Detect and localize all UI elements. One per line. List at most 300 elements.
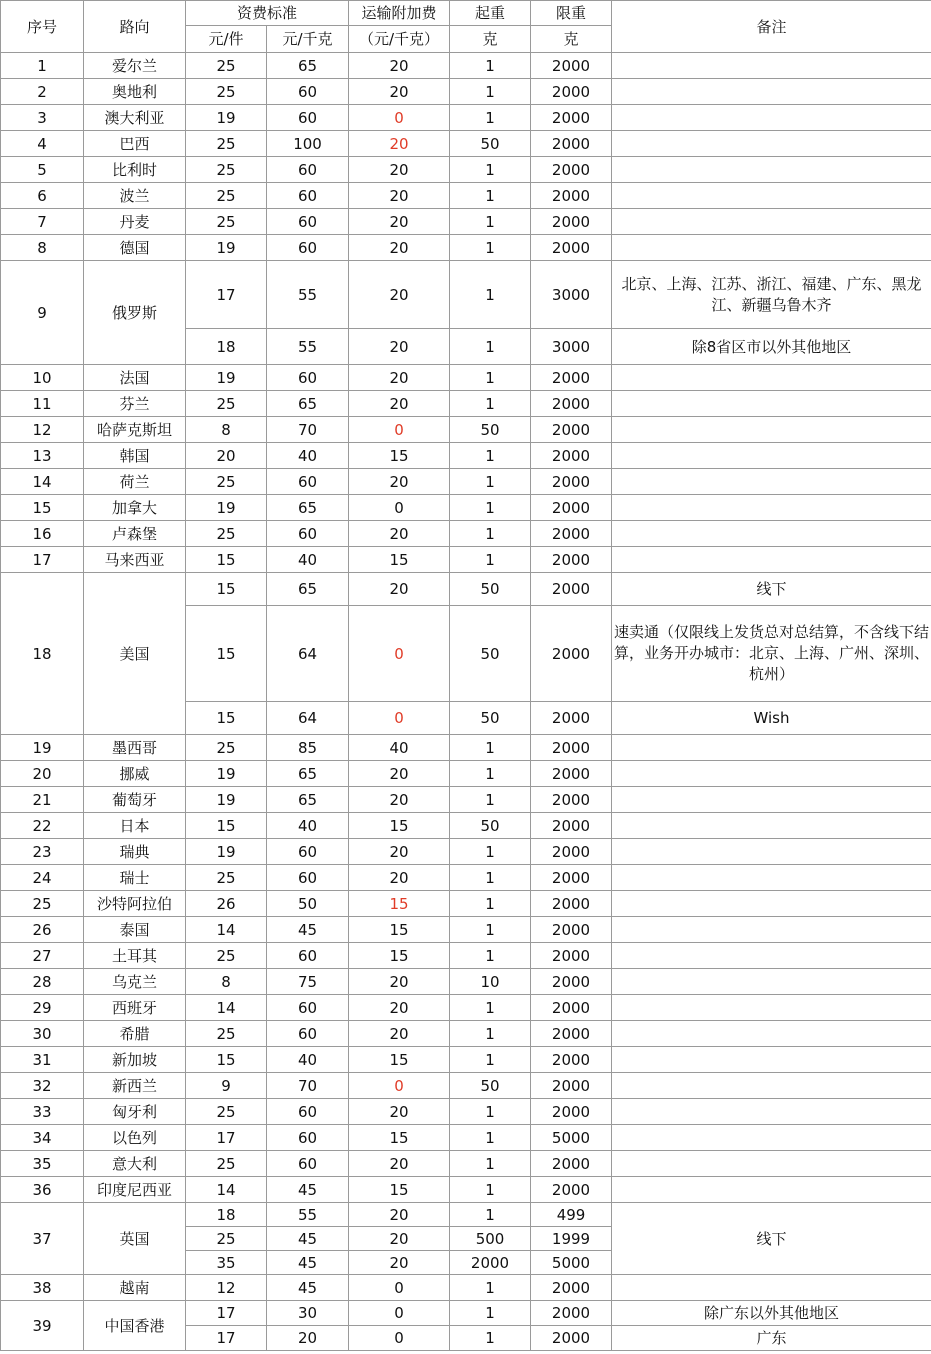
cell-remark — [612, 1125, 931, 1151]
cell-per-item: 25 — [186, 469, 267, 495]
cell-surcharge: 15 — [349, 943, 450, 969]
cell-surcharge: 15 — [349, 547, 450, 573]
cell-seq: 4 — [1, 131, 84, 157]
cell-per-item: 25 — [186, 157, 267, 183]
table-row — [1, 261, 931, 329]
cell-max-weight: 499 — [531, 1203, 612, 1227]
cell-remark — [612, 105, 931, 131]
cell-min-weight: 1 — [450, 1047, 531, 1073]
cell-per-item: 19 — [186, 365, 267, 391]
cell-per-kg: 40 — [267, 547, 349, 573]
cell-route: 俄罗斯 — [84, 261, 186, 365]
cell-min-weight: 50 — [450, 813, 531, 839]
cell-min-weight: 1 — [450, 105, 531, 131]
cell-surcharge: 0 — [349, 702, 450, 735]
header-per-kg: 元/千克 — [267, 26, 349, 53]
cell-per-item: 25 — [186, 1099, 267, 1125]
table-row — [1, 1275, 931, 1301]
cell-min-weight: 50 — [450, 131, 531, 157]
cell-max-weight: 2000 — [531, 573, 612, 606]
cell-per-item: 17 — [186, 261, 267, 329]
cell-remark — [612, 1099, 931, 1125]
cell-remark — [612, 157, 931, 183]
cell-remark — [612, 495, 931, 521]
cell-min-weight: 1 — [450, 261, 531, 329]
cell-remark — [612, 469, 931, 495]
table-row — [1, 417, 931, 443]
cell-per-kg: 60 — [267, 995, 349, 1021]
cell-seq: 10 — [1, 365, 84, 391]
table-row — [1, 53, 931, 79]
cell-seq: 20 — [1, 761, 84, 787]
cell-remark — [612, 917, 931, 943]
cell-max-weight: 2000 — [531, 209, 612, 235]
table-row — [1, 1125, 931, 1151]
cell-per-item: 17 — [186, 1301, 267, 1326]
table-row — [1, 547, 931, 573]
cell-max-weight: 2000 — [531, 183, 612, 209]
table-row — [1, 865, 931, 891]
cell-min-weight: 1 — [450, 235, 531, 261]
cell-seq: 24 — [1, 865, 84, 891]
cell-per-item: 19 — [186, 839, 267, 865]
cell-route: 意大利 — [84, 1151, 186, 1177]
cell-remark — [612, 235, 931, 261]
header-fee-group: 资费标准 — [186, 1, 349, 26]
cell-seq: 34 — [1, 1125, 84, 1151]
cell-max-weight: 2000 — [531, 469, 612, 495]
cell-seq: 7 — [1, 209, 84, 235]
cell-seq: 28 — [1, 969, 84, 995]
cell-per-kg: 60 — [267, 79, 349, 105]
cell-per-kg: 60 — [267, 235, 349, 261]
cell-surcharge: 20 — [349, 521, 450, 547]
cell-per-item: 25 — [186, 865, 267, 891]
header-route: 路向 — [84, 1, 186, 53]
cell-per-kg: 60 — [267, 209, 349, 235]
table-row — [1, 995, 931, 1021]
cell-surcharge: 20 — [349, 1151, 450, 1177]
cell-surcharge: 20 — [349, 53, 450, 79]
cell-per-item: 18 — [186, 1203, 267, 1227]
table-row — [1, 891, 931, 917]
cell-max-weight: 2000 — [531, 1301, 612, 1326]
cell-per-kg: 50 — [267, 891, 349, 917]
cell-surcharge: 15 — [349, 1125, 450, 1151]
cell-seq: 14 — [1, 469, 84, 495]
cell-seq: 6 — [1, 183, 84, 209]
table-row — [1, 1203, 931, 1227]
cell-per-item: 15 — [186, 702, 267, 735]
cell-surcharge: 0 — [349, 495, 450, 521]
cell-per-kg: 45 — [267, 1251, 349, 1275]
table-row — [1, 157, 931, 183]
cell-remark — [612, 131, 931, 157]
cell-min-weight: 1 — [450, 79, 531, 105]
cell-per-item: 19 — [186, 105, 267, 131]
cell-route: 泰国 — [84, 917, 186, 943]
cell-surcharge: 20 — [349, 391, 450, 417]
cell-per-kg: 40 — [267, 443, 349, 469]
table-row — [1, 1021, 931, 1047]
cell-surcharge: 0 — [349, 105, 450, 131]
cell-min-weight: 1 — [450, 521, 531, 547]
cell-remark — [612, 1047, 931, 1073]
cell-surcharge: 20 — [349, 1099, 450, 1125]
cell-max-weight: 2000 — [531, 443, 612, 469]
cell-per-item: 25 — [186, 79, 267, 105]
cell-max-weight: 2000 — [531, 1099, 612, 1125]
cell-per-item: 25 — [186, 1021, 267, 1047]
cell-remark — [612, 443, 931, 469]
cell-seq: 15 — [1, 495, 84, 521]
table-row — [1, 79, 931, 105]
cell-min-weight: 1 — [450, 1151, 531, 1177]
cell-per-item: 18 — [186, 329, 267, 365]
cell-max-weight: 3000 — [531, 261, 612, 329]
cell-seq: 30 — [1, 1021, 84, 1047]
header-surcharge-unit: （元/千克） — [349, 26, 450, 53]
cell-per-item: 15 — [186, 1047, 267, 1073]
cell-surcharge: 20 — [349, 261, 450, 329]
cell-per-item: 25 — [186, 131, 267, 157]
cell-remark — [612, 995, 931, 1021]
cell-surcharge: 20 — [349, 235, 450, 261]
table-row — [1, 813, 931, 839]
table-row — [1, 787, 931, 813]
cell-min-weight: 1 — [450, 329, 531, 365]
cell-max-weight: 2000 — [531, 943, 612, 969]
cell-min-weight: 1 — [450, 469, 531, 495]
cell-surcharge: 20 — [349, 995, 450, 1021]
cell-per-kg: 45 — [267, 1275, 349, 1301]
cell-remark — [612, 1177, 931, 1203]
cell-route: 美国 — [84, 573, 186, 735]
cell-surcharge: 20 — [349, 157, 450, 183]
cell-per-kg: 60 — [267, 183, 349, 209]
cell-surcharge: 15 — [349, 443, 450, 469]
cell-min-weight: 1 — [450, 495, 531, 521]
cell-max-weight: 2000 — [531, 839, 612, 865]
cell-surcharge: 20 — [349, 1021, 450, 1047]
cell-route: 爱尔兰 — [84, 53, 186, 79]
table-row — [1, 365, 931, 391]
cell-surcharge: 15 — [349, 1177, 450, 1203]
cell-min-weight: 1 — [450, 365, 531, 391]
cell-min-weight: 1 — [450, 761, 531, 787]
cell-route: 新加坡 — [84, 1047, 186, 1073]
cell-route: 卢森堡 — [84, 521, 186, 547]
cell-surcharge: 0 — [349, 1275, 450, 1301]
cell-remark — [612, 209, 931, 235]
table-row — [1, 839, 931, 865]
cell-min-weight: 1 — [450, 839, 531, 865]
cell-route: 葡萄牙 — [84, 787, 186, 813]
cell-min-weight: 500 — [450, 1227, 531, 1251]
table-row — [1, 1099, 931, 1125]
cell-surcharge: 0 — [349, 1073, 450, 1099]
cell-seq: 37 — [1, 1203, 84, 1275]
cell-max-weight: 2000 — [531, 735, 612, 761]
header-min-unit: 克 — [450, 26, 531, 53]
cell-route: 澳大利亚 — [84, 105, 186, 131]
table-row — [1, 469, 931, 495]
cell-max-weight: 1999 — [531, 1227, 612, 1251]
cell-remark — [612, 79, 931, 105]
cell-max-weight: 2000 — [531, 1047, 612, 1073]
header-min-weight: 起重 — [450, 1, 531, 26]
cell-surcharge: 20 — [349, 79, 450, 105]
cell-per-item: 25 — [186, 735, 267, 761]
cell-min-weight: 1 — [450, 1177, 531, 1203]
table-row — [1, 573, 931, 606]
table-row — [1, 521, 931, 547]
table-row — [1, 105, 931, 131]
cell-max-weight: 2000 — [531, 1073, 612, 1099]
cell-route: 土耳其 — [84, 943, 186, 969]
cell-max-weight: 2000 — [531, 813, 612, 839]
header-max-weight: 限重 — [531, 1, 612, 26]
header-surcharge: 运输附加费 — [349, 1, 450, 26]
cell-max-weight: 2000 — [531, 969, 612, 995]
cell-surcharge: 20 — [349, 761, 450, 787]
cell-min-weight: 1 — [450, 995, 531, 1021]
cell-surcharge: 0 — [349, 606, 450, 702]
cell-per-kg: 55 — [267, 329, 349, 365]
cell-route: 波兰 — [84, 183, 186, 209]
cell-max-weight: 2000 — [531, 1275, 612, 1301]
table-row — [1, 969, 931, 995]
cell-per-item: 15 — [186, 547, 267, 573]
cell-route: 哈萨克斯坦 — [84, 417, 186, 443]
cell-route: 瑞士 — [84, 865, 186, 891]
header-remark: 备注 — [612, 1, 931, 53]
cell-seq: 25 — [1, 891, 84, 917]
cell-route: 加拿大 — [84, 495, 186, 521]
cell-route: 新西兰 — [84, 1073, 186, 1099]
cell-surcharge: 40 — [349, 735, 450, 761]
cell-min-weight: 50 — [450, 417, 531, 443]
cell-seq: 12 — [1, 417, 84, 443]
cell-per-kg: 70 — [267, 417, 349, 443]
cell-per-item: 26 — [186, 891, 267, 917]
cell-route: 希腊 — [84, 1021, 186, 1047]
cell-per-kg: 64 — [267, 702, 349, 735]
cell-per-item: 8 — [186, 969, 267, 995]
cell-seq: 18 — [1, 573, 84, 735]
cell-max-weight: 2000 — [531, 761, 612, 787]
cell-surcharge: 20 — [349, 209, 450, 235]
cell-remark — [612, 735, 931, 761]
cell-per-item: 14 — [186, 995, 267, 1021]
cell-max-weight: 2000 — [531, 235, 612, 261]
cell-route: 日本 — [84, 813, 186, 839]
cell-per-kg: 65 — [267, 495, 349, 521]
cell-route: 西班牙 — [84, 995, 186, 1021]
cell-remark — [612, 787, 931, 813]
cell-route: 荷兰 — [84, 469, 186, 495]
cell-per-item: 15 — [186, 573, 267, 606]
cell-seq: 35 — [1, 1151, 84, 1177]
cell-min-weight: 1 — [450, 1301, 531, 1326]
cell-per-kg: 60 — [267, 943, 349, 969]
table-row — [1, 917, 931, 943]
cell-route: 奥地利 — [84, 79, 186, 105]
cell-remark — [612, 943, 931, 969]
cell-seq: 38 — [1, 1275, 84, 1301]
cell-route: 巴西 — [84, 131, 186, 157]
cell-seq: 23 — [1, 839, 84, 865]
cell-per-kg: 65 — [267, 391, 349, 417]
cell-surcharge: 20 — [349, 1203, 450, 1227]
cell-per-item: 12 — [186, 1275, 267, 1301]
cell-seq: 27 — [1, 943, 84, 969]
cell-remark: 线下 — [612, 1203, 931, 1275]
cell-per-item: 9 — [186, 1073, 267, 1099]
cell-max-weight: 2000 — [531, 1021, 612, 1047]
cell-seq: 33 — [1, 1099, 84, 1125]
cell-per-item: 17 — [186, 1326, 267, 1351]
cell-surcharge: 20 — [349, 365, 450, 391]
cell-per-kg: 100 — [267, 131, 349, 157]
cell-route: 德国 — [84, 235, 186, 261]
table-row — [1, 495, 931, 521]
cell-route: 丹麦 — [84, 209, 186, 235]
cell-per-kg: 40 — [267, 1047, 349, 1073]
cell-min-weight: 1 — [450, 1099, 531, 1125]
cell-remark — [612, 1073, 931, 1099]
cell-route: 韩国 — [84, 443, 186, 469]
cell-surcharge: 15 — [349, 813, 450, 839]
cell-surcharge: 20 — [349, 329, 450, 365]
table-row — [1, 235, 931, 261]
cell-seq: 22 — [1, 813, 84, 839]
cell-per-kg: 60 — [267, 157, 349, 183]
table-row — [1, 1151, 931, 1177]
cell-min-weight: 1 — [450, 943, 531, 969]
cell-per-kg: 55 — [267, 1203, 349, 1227]
cell-per-kg: 45 — [267, 917, 349, 943]
cell-max-weight: 2000 — [531, 79, 612, 105]
cell-per-kg: 45 — [267, 1227, 349, 1251]
cell-max-weight: 2000 — [531, 53, 612, 79]
cell-per-kg: 20 — [267, 1326, 349, 1351]
cell-surcharge: 20 — [349, 787, 450, 813]
cell-max-weight: 2000 — [531, 702, 612, 735]
cell-max-weight: 2000 — [531, 787, 612, 813]
cell-per-item: 15 — [186, 813, 267, 839]
cell-min-weight: 1 — [450, 865, 531, 891]
cell-route: 法国 — [84, 365, 186, 391]
cell-per-kg: 64 — [267, 606, 349, 702]
cell-seq: 29 — [1, 995, 84, 1021]
cell-per-kg: 60 — [267, 839, 349, 865]
cell-max-weight: 2000 — [531, 1151, 612, 1177]
cell-remark — [612, 183, 931, 209]
cell-remark — [612, 865, 931, 891]
cell-max-weight: 2000 — [531, 105, 612, 131]
cell-max-weight: 3000 — [531, 329, 612, 365]
cell-per-kg: 65 — [267, 787, 349, 813]
cell-min-weight: 1 — [450, 917, 531, 943]
cell-remark — [612, 391, 931, 417]
cell-seq: 32 — [1, 1073, 84, 1099]
cell-max-weight: 2000 — [531, 131, 612, 157]
cell-min-weight: 1 — [450, 1021, 531, 1047]
cell-min-weight: 1 — [450, 443, 531, 469]
cell-route: 乌克兰 — [84, 969, 186, 995]
cell-surcharge: 20 — [349, 969, 450, 995]
cell-per-item: 25 — [186, 183, 267, 209]
cell-max-weight: 2000 — [531, 521, 612, 547]
cell-seq: 8 — [1, 235, 84, 261]
cell-surcharge: 0 — [349, 417, 450, 443]
cell-max-weight: 2000 — [531, 1326, 612, 1351]
cell-surcharge: 0 — [349, 1301, 450, 1326]
cell-surcharge: 20 — [349, 131, 450, 157]
table-row — [1, 131, 931, 157]
cell-seq: 17 — [1, 547, 84, 573]
cell-remark — [612, 891, 931, 917]
cell-per-item: 25 — [186, 391, 267, 417]
cell-per-item: 19 — [186, 761, 267, 787]
cell-min-weight: 1 — [450, 209, 531, 235]
table-row — [1, 391, 931, 417]
header-per-item: 元/件 — [186, 26, 267, 53]
table-row — [1, 183, 931, 209]
cell-max-weight: 2000 — [531, 1177, 612, 1203]
cell-remark: 速卖通（仅限线上发货总对总结算，不含线下结算，业务开办城市：北京、上海、广州、深圳、杭州） — [612, 606, 931, 702]
cell-remark — [612, 417, 931, 443]
cell-route: 印度尼西亚 — [84, 1177, 186, 1203]
cell-per-item: 35 — [186, 1251, 267, 1275]
cell-surcharge: 15 — [349, 917, 450, 943]
cell-min-weight: 1 — [450, 891, 531, 917]
cell-max-weight: 2000 — [531, 157, 612, 183]
cell-remark — [612, 839, 931, 865]
cell-min-weight: 1 — [450, 1326, 531, 1351]
cell-min-weight: 1 — [450, 1125, 531, 1151]
cell-seq: 26 — [1, 917, 84, 943]
cell-per-kg: 85 — [267, 735, 349, 761]
cell-max-weight: 2000 — [531, 495, 612, 521]
cell-per-kg: 60 — [267, 1021, 349, 1047]
cell-min-weight: 10 — [450, 969, 531, 995]
cell-seq: 11 — [1, 391, 84, 417]
cell-min-weight: 1 — [450, 787, 531, 813]
cell-per-item: 19 — [186, 787, 267, 813]
cell-per-kg: 55 — [267, 261, 349, 329]
cell-per-kg: 30 — [267, 1301, 349, 1326]
cell-per-kg: 75 — [267, 969, 349, 995]
cell-surcharge: 0 — [349, 1326, 450, 1351]
cell-remark — [612, 761, 931, 787]
cell-route: 沙特阿拉伯 — [84, 891, 186, 917]
cell-min-weight: 2000 — [450, 1251, 531, 1275]
cell-remark — [612, 547, 931, 573]
cell-min-weight: 1 — [450, 1203, 531, 1227]
cell-per-kg: 60 — [267, 469, 349, 495]
cell-max-weight: 5000 — [531, 1251, 612, 1275]
cell-remark: 北京、上海、江苏、浙江、福建、广东、黑龙江、新疆乌鲁木齐 — [612, 261, 931, 329]
cell-per-kg: 40 — [267, 813, 349, 839]
cell-surcharge: 20 — [349, 573, 450, 606]
cell-per-item: 19 — [186, 235, 267, 261]
cell-per-kg: 65 — [267, 573, 349, 606]
cell-per-kg: 60 — [267, 105, 349, 131]
cell-route: 马来西亚 — [84, 547, 186, 573]
cell-max-weight: 2000 — [531, 417, 612, 443]
